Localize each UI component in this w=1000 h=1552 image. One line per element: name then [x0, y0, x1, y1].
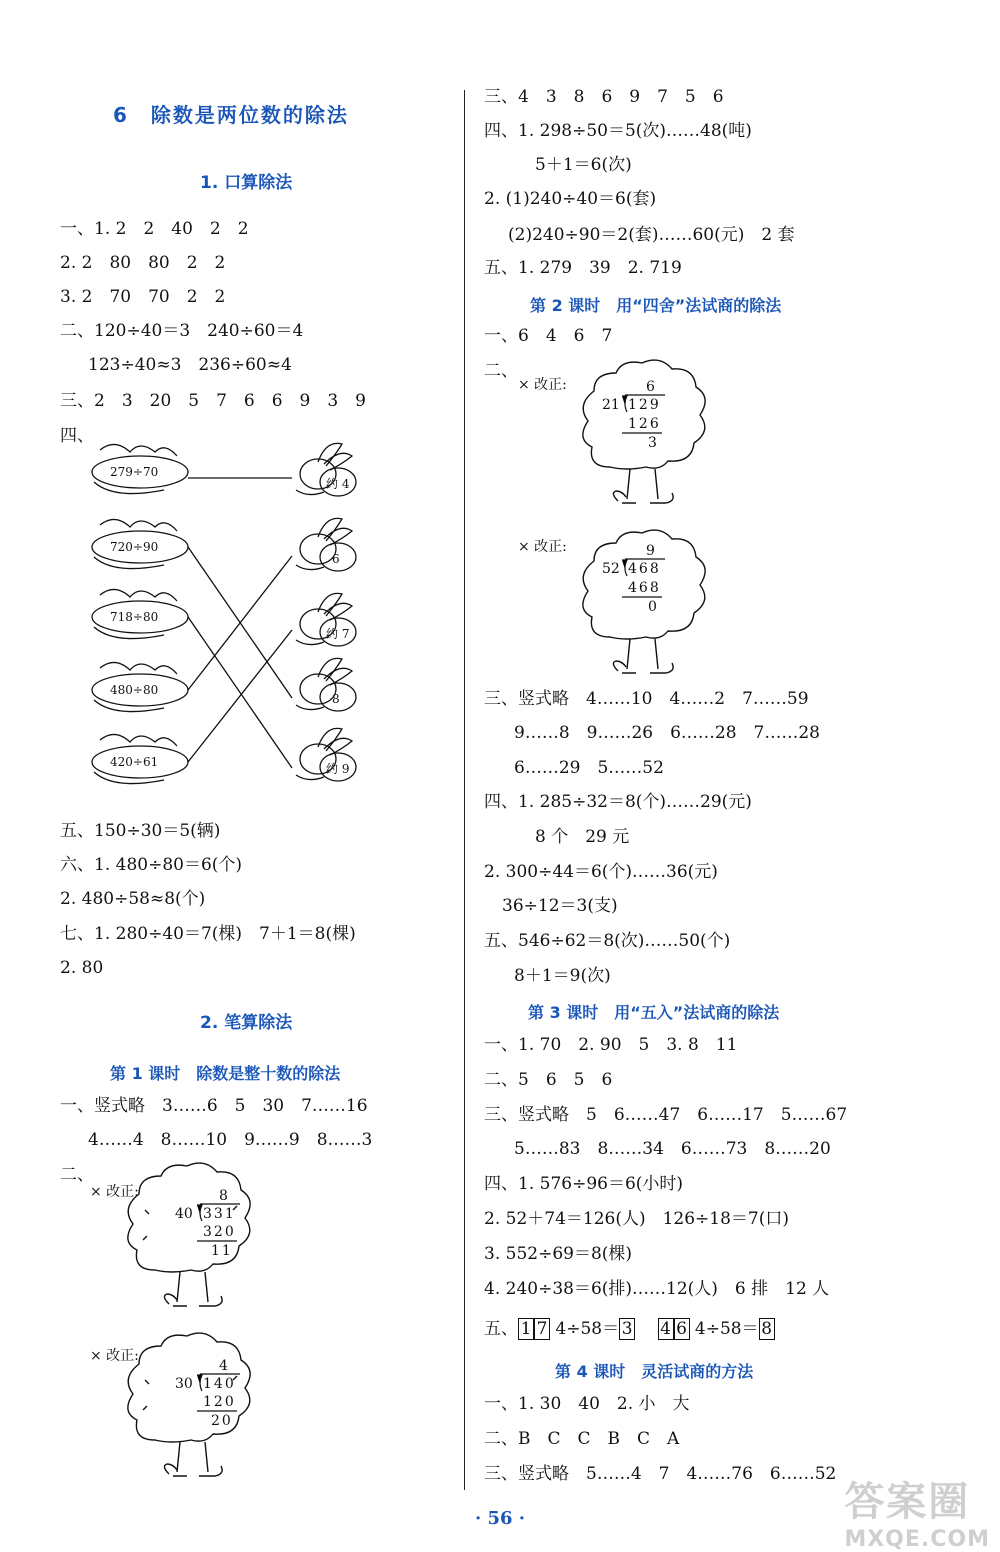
quotient: 9 — [646, 543, 655, 559]
product: 468 — [628, 580, 661, 596]
division-tree-2 — [85, 1330, 285, 1490]
answer-line: 2. 2 80 80 2 2 — [60, 253, 226, 273]
equation-part: 4÷58＝ — [694, 1319, 759, 1339]
lesson-title-1: 第 1 课时 除数是整十数的除法 — [110, 1064, 341, 1083]
answer-line: 二、 — [484, 361, 518, 381]
answer-line: 9……8 9……26 6……28 7……28 — [514, 723, 820, 743]
answer-line: 四、 — [60, 426, 94, 446]
rabbit-label: 约 9 — [326, 762, 350, 776]
section-title-oral-division: 1. 口算除法 — [200, 173, 293, 193]
answer-line: 4. 240÷38＝6(排)……12(人) 6 排 12 人 — [484, 1279, 830, 1299]
product: 126 — [628, 416, 661, 432]
carrot-label: 480÷80 — [110, 683, 159, 697]
lesson-title-3: 第 3 课时 用“五入”法试商的除法 — [528, 1003, 780, 1022]
answer-line: 一、1. 30 40 2. 小 大 — [484, 1394, 690, 1414]
answer-line: 五、150÷30＝5(辆) — [60, 821, 221, 841]
division-tree-3 — [510, 355, 710, 515]
answer-line: 一、6 4 6 7 — [484, 326, 613, 346]
section-title-written-division: 2. 笔算除法 — [200, 1013, 293, 1033]
answer-line: 8＋1＝9(次) — [514, 966, 611, 986]
dividend: 140 — [203, 1376, 236, 1392]
chapter-title: 6 除数是两位数的除法 — [113, 103, 349, 127]
answer-line: 三、2 3 20 5 7 6 6 9 3 9 — [60, 391, 366, 411]
remainder: 11 — [211, 1243, 233, 1259]
answer-line: 123÷40≈3 236÷60≈4 — [88, 355, 292, 375]
rabbit-4 — [296, 658, 356, 711]
watermark-url: MXQE.COM — [844, 1527, 990, 1552]
answer-line: 二、5 6 5 6 — [484, 1070, 613, 1090]
answer-line: 一、1. 70 2. 90 5 3. 8 11 — [484, 1035, 738, 1055]
answer-line: 5……83 8……34 6……73 8……20 — [514, 1139, 831, 1159]
carrot-label: 720÷90 — [110, 540, 159, 554]
answer-line: 四、1. 576÷96＝6(小时) — [484, 1174, 684, 1194]
correction-mark: × 改正: — [518, 377, 567, 393]
answer-line: 一、竖式略 3……6 5 30 7……16 — [60, 1096, 368, 1116]
rabbit-label: 6 — [332, 552, 340, 566]
answer-line: 二、 — [60, 1165, 94, 1185]
quotient: 6 — [646, 379, 655, 395]
digit-box: 3 — [619, 1318, 635, 1340]
answer-line: 六、1. 480÷80＝6(个) — [60, 855, 243, 875]
carrot-label: 279÷70 — [110, 465, 159, 479]
boxed-digit-answer — [484, 1318, 775, 1340]
answer-line: 2. 480÷58≈8(个) — [60, 889, 206, 909]
answer-line: 三、竖式略 5……4 7 4……76 6……52 — [484, 1464, 837, 1484]
rabbit-label: 约 4 — [326, 477, 350, 491]
rabbit-2 — [296, 518, 356, 571]
answer-line: 2. 80 — [60, 958, 104, 978]
answer-line: 6……29 5……52 — [514, 758, 664, 778]
answer-line: (2)240÷90＝2(套)……60(元) 2 套 — [508, 225, 795, 245]
answer-line: 4……4 8……10 9……9 8……3 — [88, 1130, 373, 1150]
digit-box: 4 — [658, 1318, 674, 1340]
dividend: 129 — [628, 397, 661, 413]
remainder: 20 — [211, 1413, 233, 1429]
product: 320 — [203, 1224, 236, 1240]
remainder: 0 — [648, 599, 657, 615]
remainder: 3 — [648, 435, 657, 451]
answer-line: 三、4 3 8 6 9 7 5 6 — [484, 87, 724, 107]
match-line — [188, 630, 292, 762]
product: 120 — [203, 1394, 236, 1410]
matching-diagram — [80, 430, 380, 800]
digit-box: 8 — [759, 1318, 775, 1340]
dividend: 468 — [628, 561, 661, 577]
divisor: 52 — [602, 561, 620, 577]
divisor: 40 — [175, 1206, 193, 1222]
digit-box: 6 — [674, 1318, 690, 1340]
answer-line: 四、1. 298÷50＝5(次)……48(吨) — [484, 121, 752, 141]
page-number: · 56 · — [474, 1508, 526, 1529]
answer-line: 三、竖式略 4……10 4……2 7……59 — [484, 689, 809, 709]
correction-mark: × 改正: — [90, 1184, 139, 1200]
answer-line: 五、1. 279 39 2. 719 — [484, 258, 682, 278]
digit-box: 1 — [518, 1318, 534, 1340]
match-line — [188, 556, 292, 690]
quotient: 8 — [219, 1188, 228, 1204]
column-divider — [464, 90, 465, 1490]
answer-line: 2. (1)240÷40＝6(套) — [484, 189, 657, 209]
answer-prefix: 五、 — [484, 1319, 518, 1339]
answer-line: 二、120÷40＝3 240÷60＝4 — [60, 321, 304, 341]
lesson-title-2: 第 2 课时 用“四舍”法试商的除法 — [530, 296, 782, 315]
answer-line: 36÷12＝3(支) — [502, 896, 618, 916]
rabbit-label: 约 7 — [326, 627, 350, 641]
carrot-label: 718÷80 — [110, 610, 159, 624]
answer-line: 七、1. 280÷40＝7(棵) 7＋1＝8(棵) — [60, 924, 356, 944]
answer-line: 三、竖式略 5 6……47 6……17 5……67 — [484, 1105, 848, 1125]
carrot-label: 420÷61 — [110, 755, 159, 769]
correction-mark: × 改正: — [90, 1348, 139, 1364]
divisor: 21 — [602, 397, 620, 413]
quotient: 4 — [219, 1358, 228, 1374]
correction-mark: × 改正: — [518, 539, 567, 555]
dividend: 331 — [203, 1206, 236, 1222]
answer-line: 2. 300÷44＝6(个)……36(元) — [484, 862, 718, 882]
watermark-logo-text: 答案圈 — [844, 1479, 971, 1525]
answer-line: 8 个 29 元 — [535, 827, 630, 847]
answer-line: 3. 552÷69＝8(棵) — [484, 1244, 633, 1264]
digit-box: 7 — [534, 1318, 550, 1340]
match-line — [188, 617, 292, 768]
watermark — [844, 1470, 990, 1552]
equation-part: 4÷58＝ — [555, 1319, 620, 1339]
division-tree-1 — [85, 1160, 285, 1320]
division-tree-4 — [510, 525, 710, 685]
answer-line: 二、B C C B C A — [484, 1429, 680, 1449]
answer-line: 五、546÷62＝8(次)……50(个) — [484, 931, 731, 951]
divisor: 30 — [175, 1376, 193, 1392]
answer-line: 一、1. 2 2 40 2 2 — [60, 219, 249, 239]
answer-line: 3. 2 70 70 2 2 — [60, 287, 226, 307]
lesson-title-4: 第 4 课时 灵活试商的方法 — [555, 1362, 754, 1381]
answer-line: 四、1. 285÷32＝8(个)……29(元) — [484, 792, 752, 812]
answer-line: 5＋1＝6(次) — [535, 155, 632, 175]
answer-line: 2. 52＋74＝126(人) 126÷18＝7(口) — [484, 1209, 790, 1229]
rabbit-label: 8 — [332, 692, 340, 706]
